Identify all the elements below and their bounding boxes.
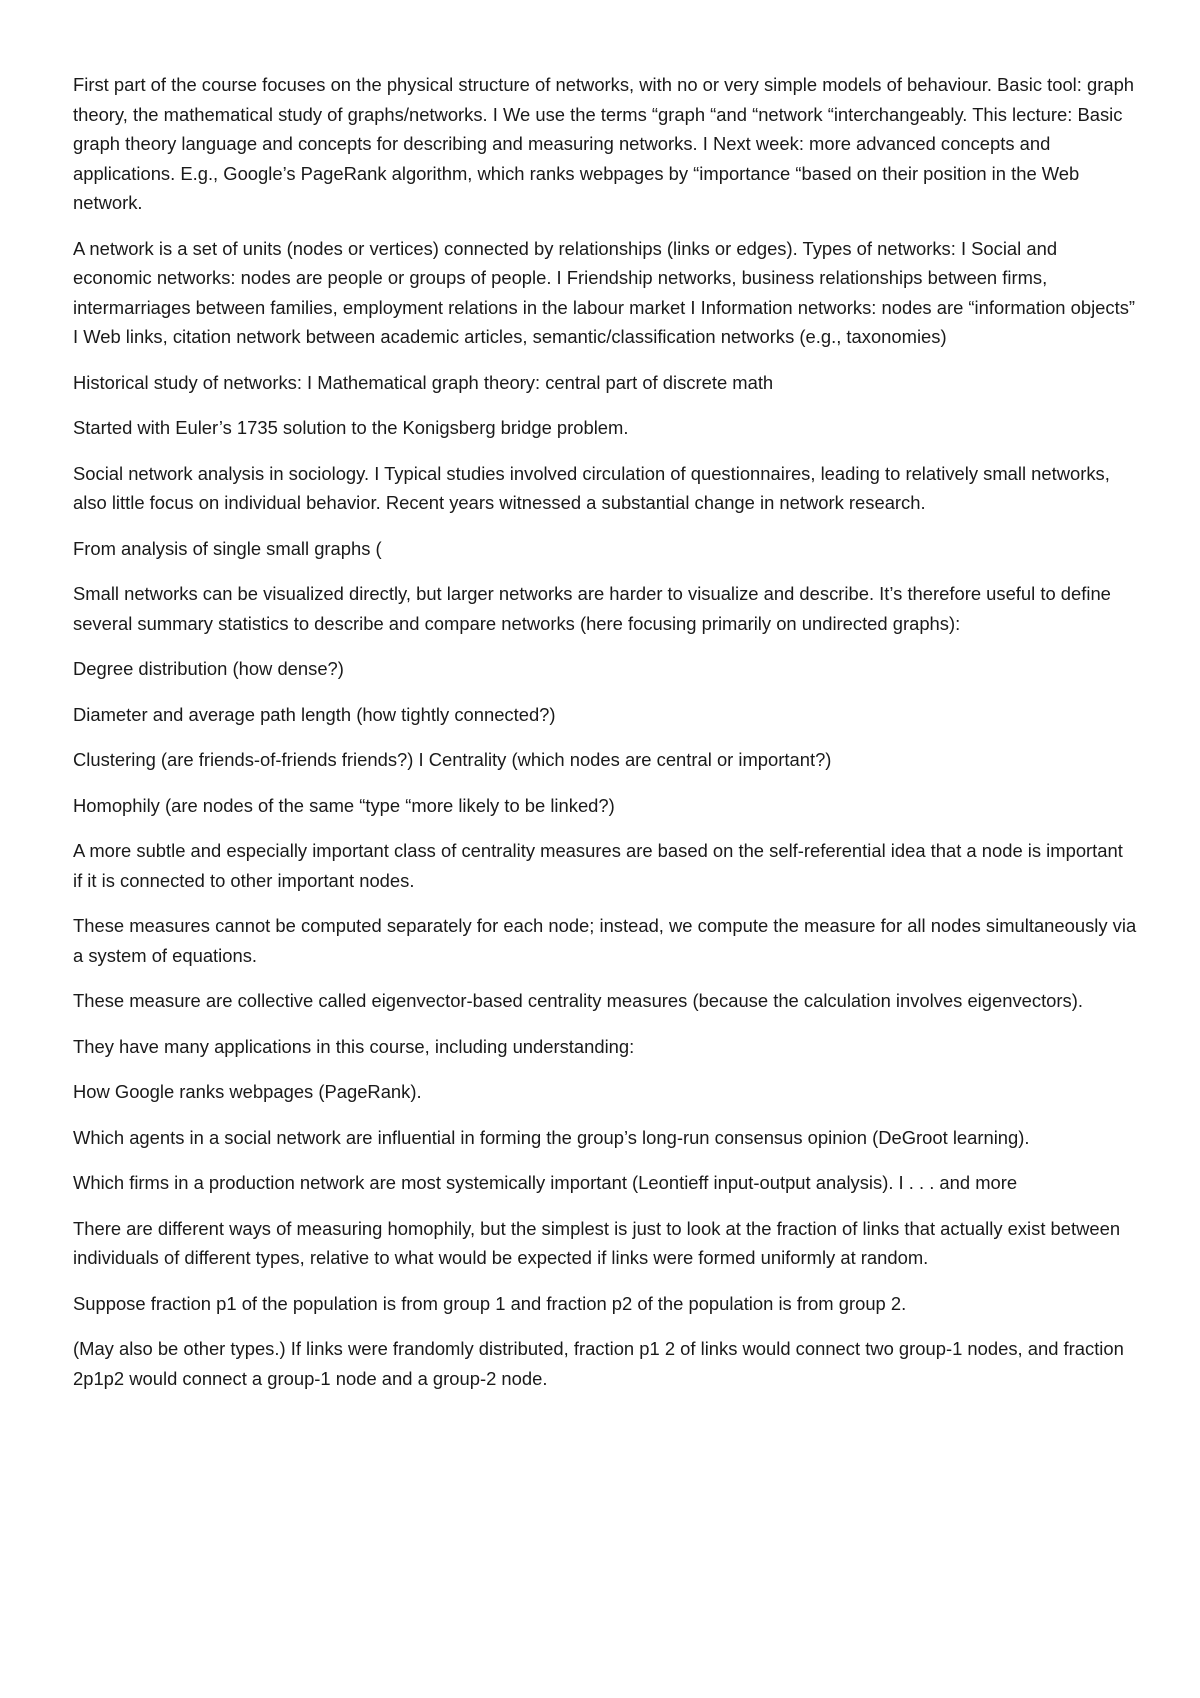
paragraph-system-of-equations: These measures cannot be computed separately for each node; instead, we compute the measure for all nodes simultaneously via a system of equations.	[73, 915, 1137, 966]
paragraph-clustering: Clustering (are friends-of-friends friends?) I Centrality (which nodes are central or important?)	[73, 749, 832, 770]
paragraph-applications: They have many applications in this course, including understanding:	[73, 1035, 635, 1057]
paragraph-network-definition: A network is a set of units (nodes or vertices) connected by relationships (links or edges). Types of networks: I Social and economic networks: nodes are people or groups of people. I Friendship networks, business relationships between firms, intermarriages between families, employment relations in the labour market I Information networks: nodes are “information objects” I Web links, citation network between academic articles, semantic/classification networks (e.g., taxonomies)	[73, 237, 1136, 347]
paragraph-course-intro: First part of the course focuses on the physical structure of networks, with no or very simple models of behaviour. Basic tool: graph theory, the mathematical study of graphs/networks. I We use the terms “graph “and “network “interchangeably. This lecture: Basic graph theory language and concepts for describing and measuring networks. I Next week: more advanced concepts and applications. E.g., Google’s PageRank algorithm, which ranks webpages by “importance “based on their position in the Web network.	[73, 74, 1135, 213]
paragraph-summary-statistics: Small networks can be visualized directly, but larger networks are harder to visualize and describe. It’s therefore useful to define several summary statistics to describe and compare networks (here focusing primarily on undirected graphs):	[73, 583, 1111, 634]
paragraph-degree-distribution: Degree distribution (how dense?)	[73, 658, 344, 679]
paragraph-degroot: Which agents in a social network are influential in forming the group’s long-run consensus opinion (DeGroot learning).	[73, 1126, 1030, 1148]
paragraph-social-network-analysis: Social network analysis in sociology. I Typical studies involved circulation of questionnaires, leading to relatively small networks, also little focus on individual behavior. Recent years witnessed a substantial change in network research.	[73, 462, 1110, 513]
paragraph-pagerank: How Google ranks webpages (PageRank).	[73, 1081, 422, 1102]
paragraph-measuring-homophily: There are different ways of measuring homophily, but the simplest is just to look at the fraction of links that actually exist between individuals of different types, relative to what would be expected if links were formed uniformly at random.	[73, 1217, 1121, 1268]
paragraph-historical-study: Historical study of networks: I Mathematical graph theory: central part of discrete math	[73, 371, 774, 393]
paragraph-eigenvector-centrality: These measure are collective called eigenvector-based centrality measures (because the calculation involves eigenvectors).	[73, 990, 1083, 1011]
document-page	[73, 70, 1137, 1409]
paragraph-random-links: (May also be other types.) If links were frandomly distributed, fraction p1 2 of links would connect two group-1 nodes, and fraction 2p1p2 would connect a group-1 node and a group-2 node.	[73, 1338, 1124, 1389]
paragraph-euler: Started with Euler’s 1735 solution to the Konigsberg bridge problem.	[73, 417, 629, 438]
paragraph-diameter: Diameter and average path length (how tightly connected?)	[73, 703, 556, 725]
paragraph-single-small-graphs: From analysis of single small graphs (	[73, 537, 382, 559]
paragraph-leontieff: Which firms in a production network are most systemically important (Leontieff input-output analysis). I . . . and more	[73, 1172, 1018, 1193]
paragraph-homophily: Homophily (are nodes of the same “type “more likely to be linked?)	[73, 794, 615, 816]
paragraph-group-fractions: Suppose fraction p1 of the population is from group 1 and fraction p2 of the population is from group 2.	[73, 1292, 907, 1314]
paragraph-centrality-measures: A more subtle and especially important class of centrality measures are based on the self-referential idea that a node is important if it is connected to other important nodes.	[73, 840, 1123, 891]
